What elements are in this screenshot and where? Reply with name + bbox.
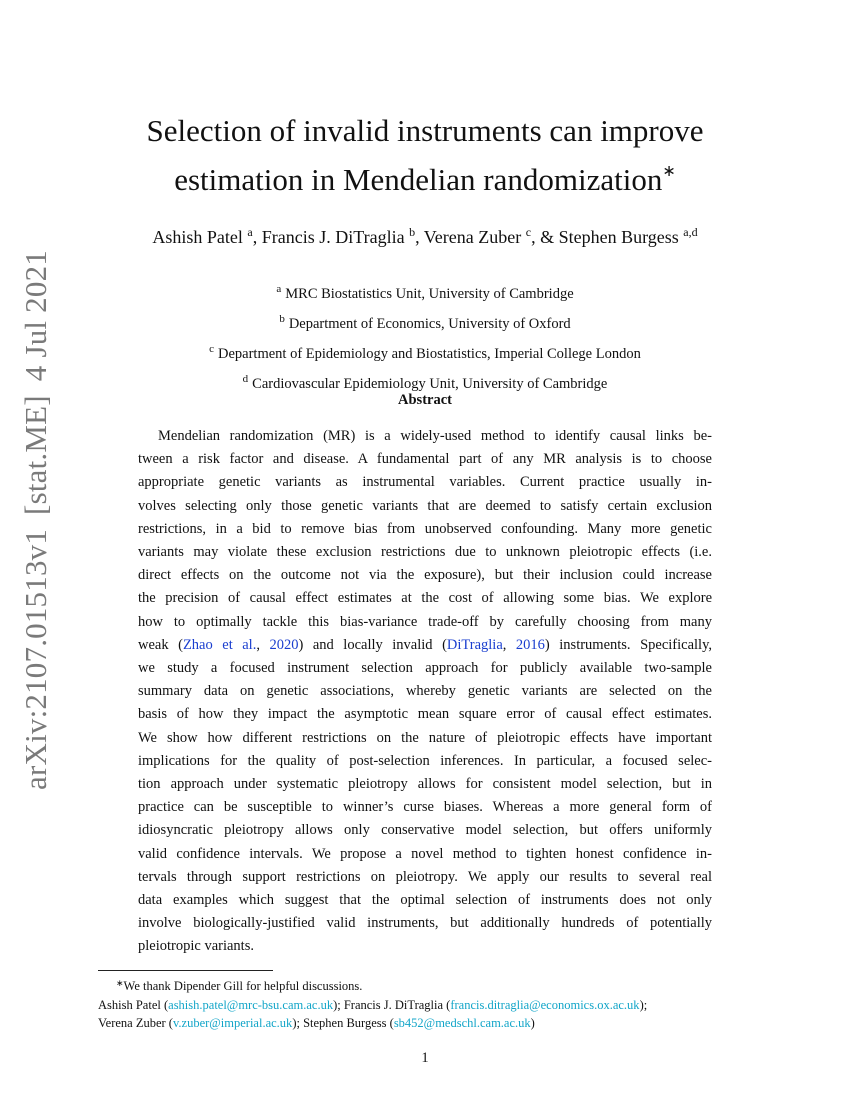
abstract-line: valid confidence intervals. We propose a novel method to tighten honest confidence in- <box>138 845 712 862</box>
email-link-zuber[interactable]: v.zuber@imperial.ac.uk <box>172 1016 293 1031</box>
footnote-thanks-text: We thank Dipender Gill for helpful discussions. <box>123 979 363 993</box>
author-affil-mark: b <box>409 225 416 239</box>
citation-link-ditraglia[interactable] <box>447 637 503 653</box>
affiliation-text: Cardiovascular Epidemiology Unit, University of Cambridge <box>252 376 608 392</box>
affiliation-item <box>100 337 750 367</box>
footnote-text-fragment: ); Francis J. DiTraglia ( <box>333 997 451 1012</box>
abstract-line: tion approach under systematic pleiotropy allows for consistent model selection, but in <box>138 776 712 793</box>
author-name: Verena Zuber <box>423 227 522 247</box>
author-separator: , & <box>531 227 559 247</box>
title-line-2: estimation in Mendelian randomization <box>174 162 663 197</box>
abstract-text-fragment: weak ( <box>138 636 183 653</box>
abstract-line: appropriate genetic variants as instrumental variables. Current practice usually in- <box>138 474 712 491</box>
abstract-line: the precision of causal effect estimates at the cost of allowing some bias. We explore <box>138 590 712 607</box>
affiliation-mark: c <box>209 343 215 355</box>
email-link-burgess[interactable]: sb452@medschl.cam.ac.uk <box>393 1016 531 1031</box>
abstract-line: variants may violate these exclusion restrictions due to unknown pleiotropic effects (i.e. <box>138 544 712 561</box>
abstract-text-fragment: ) instruments. Specifically, <box>544 636 713 653</box>
email-link-patel[interactable]: ashish.patel@mrc-bsu.cam.ac.uk <box>168 997 334 1012</box>
author-separator: , <box>415 227 424 247</box>
citation-year-link-ditraglia[interactable] <box>516 637 545 653</box>
abstract-line: tween a risk factor and disease. A fundamental part of any MR analysis is to choose <box>138 451 712 468</box>
abstract-heading: Abstract <box>398 392 452 408</box>
author-name: Ashish Patel <box>152 227 243 247</box>
abstract-line: Mendelian randomization (MR) is a widely-used method to identify causal links be- <box>158 428 712 444</box>
abstract-line: we study a focused instrument selection approach for publicly available two-sample <box>138 660 712 677</box>
citation-author: DiTraglia <box>446 636 503 653</box>
footnote-text-fragment: ) <box>530 1016 535 1031</box>
affiliation-mark: b <box>279 313 285 325</box>
citation-year-link-zhao[interactable] <box>270 637 299 653</box>
footnote-text-fragment: ); <box>639 997 648 1012</box>
affiliation-mark: d <box>242 373 249 385</box>
abstract-line: summary data on genetic associations, whereby genetic variants are selected on the <box>138 683 712 700</box>
abstract-line-with-citations <box>138 634 712 657</box>
footnote-thanks <box>98 974 758 996</box>
title-line-1: Selection of invalid instruments can improve <box>146 113 704 148</box>
abstract-body <box>138 425 712 959</box>
abstract-line: restrictions, in a bid to remove bias from unobserved confounding. Many more genetic <box>138 520 712 537</box>
abstract-line: involve biologically-justified valid instruments, but additionally hundreds of potentially <box>138 915 712 932</box>
affiliation-text: MRC Biostatistics Unit, University of Cambridge <box>285 286 574 302</box>
author-affil-mark: a <box>247 225 253 239</box>
citation-link-zhao[interactable] <box>183 637 256 653</box>
abstract-line: idiosyncratic pleiotropy allows only conservative model selection, but offers uniformly <box>138 822 712 839</box>
abstract-line: We show how different restrictions on the nature of pleiotropic effects have important <box>138 729 712 746</box>
affiliation-item <box>100 307 750 337</box>
abstract-line: direct effects on the outcome not via the exposure), but their inclusion could increase <box>138 567 712 584</box>
affiliation-list <box>100 277 750 397</box>
abstract-line: how to optimally tackle this bias-variance trade-off by carefully choosing from many <box>138 613 712 630</box>
footnote-contacts-line <box>98 1014 758 1033</box>
page-number: 1 <box>421 1050 429 1066</box>
affiliation-mark: a <box>276 283 282 295</box>
citation-author: Zhao et al. <box>182 636 257 653</box>
paper-title <box>95 110 755 200</box>
footnote-text-fragment: ); Stephen Burgess ( <box>292 1016 394 1031</box>
footnote-text-fragment: Ashish Patel ( <box>98 997 169 1012</box>
citation-year: 2020 <box>269 636 299 653</box>
footnote-divider <box>98 970 273 971</box>
abstract-text-fragment: ) and locally invalid ( <box>298 636 447 653</box>
arxiv-identifier: arXiv:2107.01513v1 <box>18 528 53 790</box>
author-name: Stephen Burgess <box>558 227 679 247</box>
abstract-line: practice can be susceptible to winner’s curse biases. Whereas a more general form of <box>138 799 712 816</box>
arxiv-date: 4 Jul 2021 <box>18 250 53 382</box>
author-affil-mark: a,d <box>683 225 698 239</box>
abstract-line: tervals through support restrictions on pleiotropy. We apply our results to several real <box>138 868 712 885</box>
footnote-mark: ∗ <box>116 978 124 988</box>
abstract-line: volves selecting only those genetic variants that are deemed to satisfy certain exclusion <box>138 497 712 514</box>
citation-separator: , <box>502 636 516 653</box>
footnote-contacts-line <box>98 996 758 1015</box>
email-link-ditraglia[interactable]: francis.ditraglia@economics.ox.ac.uk <box>450 997 640 1012</box>
abstract-line: data examples which suggest that the optimal selection of instruments does not only <box>138 892 712 909</box>
abstract-line: implications for the quality of post-selection inferences. In particular, a focused selec- <box>138 752 712 769</box>
citation-year: 2016 <box>515 636 545 653</box>
affiliation-text: Department of Economics, University of Oxford <box>288 316 571 332</box>
footnotes <box>98 974 758 1033</box>
affiliation-item <box>100 277 750 307</box>
arxiv-stamp <box>18 250 58 790</box>
author-name: Francis J. DiTraglia <box>261 227 405 247</box>
arxiv-category: [stat.ME] <box>18 395 53 515</box>
author-separator: , <box>252 227 262 247</box>
footnote-text-fragment: Verena Zuber ( <box>98 1016 173 1031</box>
abstract-line: pleiotropic variants. <box>138 938 254 955</box>
abstract-line: basis of how they impact the asymptotic mean square error of causal effect estimates. <box>138 706 712 723</box>
affiliation-text: Department of Epidemiology and Biostatistics, Imperial College London <box>218 346 641 362</box>
citation-separator: , <box>256 636 270 653</box>
author-affil-mark: c <box>525 225 532 239</box>
title-footnote-mark: ∗ <box>662 163 676 180</box>
author-list <box>60 225 790 248</box>
